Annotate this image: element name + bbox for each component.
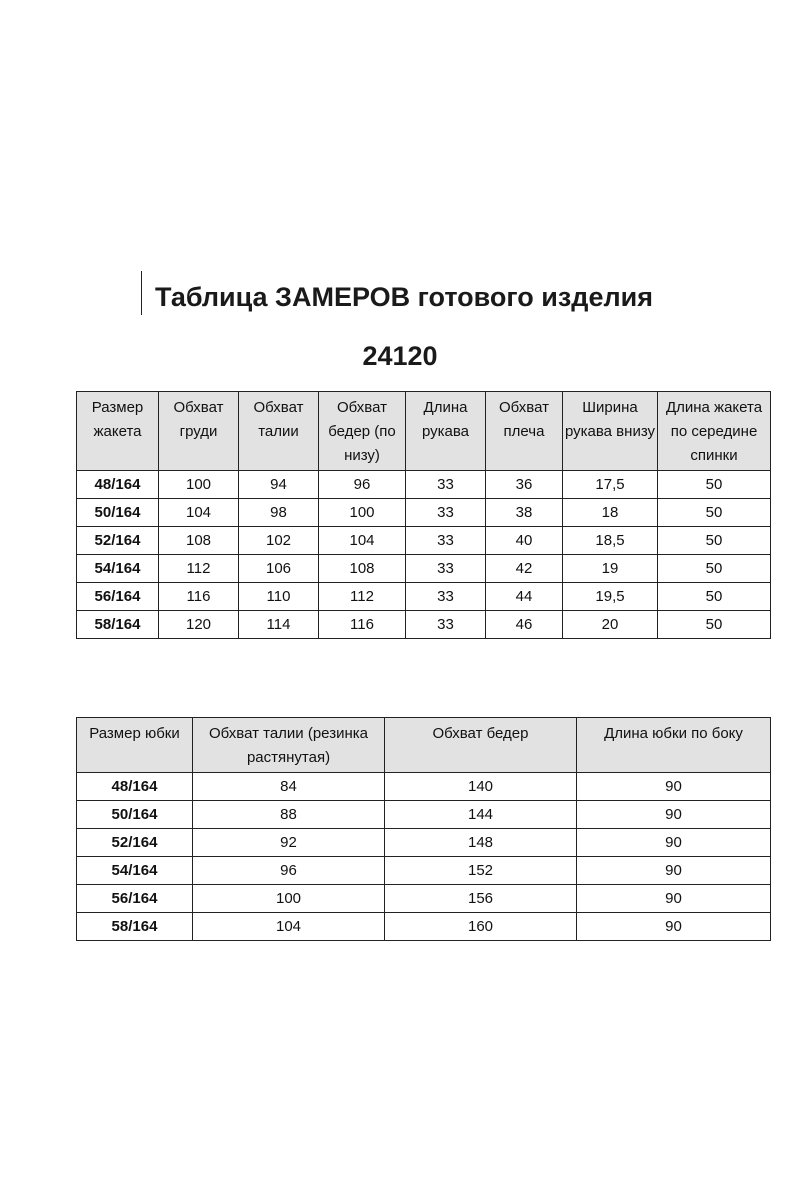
cell: 50 [658,611,771,639]
table-row [77,583,771,611]
cell: 100 [159,471,239,499]
cell: 100 [193,885,385,913]
cell-size: 48/164 [77,471,159,499]
cell: 100 [319,499,406,527]
table-row [77,555,771,583]
cell: 96 [193,857,385,885]
cell: 90 [577,773,771,801]
cell: 102 [239,527,319,555]
cell: 33 [406,583,486,611]
skirt-measurements-table [76,717,771,941]
cell: 96 [319,471,406,499]
cell: 19,5 [563,583,658,611]
cell: 98 [239,499,319,527]
cell-size: 58/164 [77,611,159,639]
cell-size: 56/164 [77,583,159,611]
cell: 20 [563,611,658,639]
cell: 112 [159,555,239,583]
cell-size: 52/164 [77,829,193,857]
cell: 152 [385,857,577,885]
cell: 108 [159,527,239,555]
header-chest: Обхват груди [159,392,239,471]
cell-size: 56/164 [77,885,193,913]
cell: 120 [159,611,239,639]
cell: 36 [486,471,563,499]
cell: 44 [486,583,563,611]
cell: 18,5 [563,527,658,555]
cell: 156 [385,885,577,913]
table-row [77,527,771,555]
cell: 33 [406,527,486,555]
table-row [77,857,771,885]
cell: 148 [385,829,577,857]
cell-size: 54/164 [77,555,159,583]
table-row [77,913,771,941]
cell: 94 [239,471,319,499]
cell: 18 [563,499,658,527]
cell: 50 [658,499,771,527]
cell-size: 52/164 [77,527,159,555]
cell: 50 [658,583,771,611]
cell: 140 [385,773,577,801]
header-hips: Обхват бедер (по низу) [319,392,406,471]
cell: 116 [159,583,239,611]
table-row [77,611,771,639]
cell: 106 [239,555,319,583]
header-shoulder: Обхват плеча [486,392,563,471]
cell: 90 [577,829,771,857]
cell: 112 [319,583,406,611]
cell: 144 [385,801,577,829]
cell: 92 [193,829,385,857]
cell-size: 54/164 [77,857,193,885]
cell: 114 [239,611,319,639]
table-row [77,801,771,829]
table-row [77,471,771,499]
cell: 46 [486,611,563,639]
header-size: Размер юбки [77,718,193,773]
cell: 160 [385,913,577,941]
table-header-row [77,718,771,773]
cell: 90 [577,913,771,941]
cell-size: 58/164 [77,913,193,941]
header-waist: Обхват талии [239,392,319,471]
cell: 42 [486,555,563,583]
table-row [77,885,771,913]
header-sleeve-width: Ширина рукава внизу [563,392,658,471]
cell: 90 [577,857,771,885]
cell: 50 [658,527,771,555]
cell: 108 [319,555,406,583]
cell: 33 [406,611,486,639]
cell: 90 [577,885,771,913]
header-sleeve-length: Длина рукава [406,392,486,471]
cell-size: 48/164 [77,773,193,801]
product-code: 24120 [362,341,438,371]
header-waist: Обхват талии (резинка растянутая) [193,718,385,773]
header-skirt-length: Длина юбки по боку [577,718,771,773]
cell: 90 [577,801,771,829]
cell-size: 50/164 [77,801,193,829]
header-hips: Обхват бедер [385,718,577,773]
cell: 40 [486,527,563,555]
cell: 50 [658,471,771,499]
page-title: Таблица ЗАМЕРОВ готового изделия [155,282,653,312]
cell: 38 [486,499,563,527]
table-row [77,773,771,801]
cell: 33 [406,555,486,583]
cell: 84 [193,773,385,801]
header-size: Размер жакета [77,392,159,471]
header-jacket-length: Длина жакета по середине спинки [658,392,771,471]
cell: 104 [319,527,406,555]
cell: 110 [239,583,319,611]
table-header-row [77,392,771,471]
jacket-measurements-table [76,391,771,639]
cell: 50 [658,555,771,583]
cell: 19 [563,555,658,583]
cell-size: 50/164 [77,499,159,527]
cell: 104 [159,499,239,527]
cell: 33 [406,471,486,499]
cell: 104 [193,913,385,941]
table-row [77,499,771,527]
table-row [77,829,771,857]
cell: 17,5 [563,471,658,499]
cell: 33 [406,499,486,527]
cell: 116 [319,611,406,639]
cell: 88 [193,801,385,829]
